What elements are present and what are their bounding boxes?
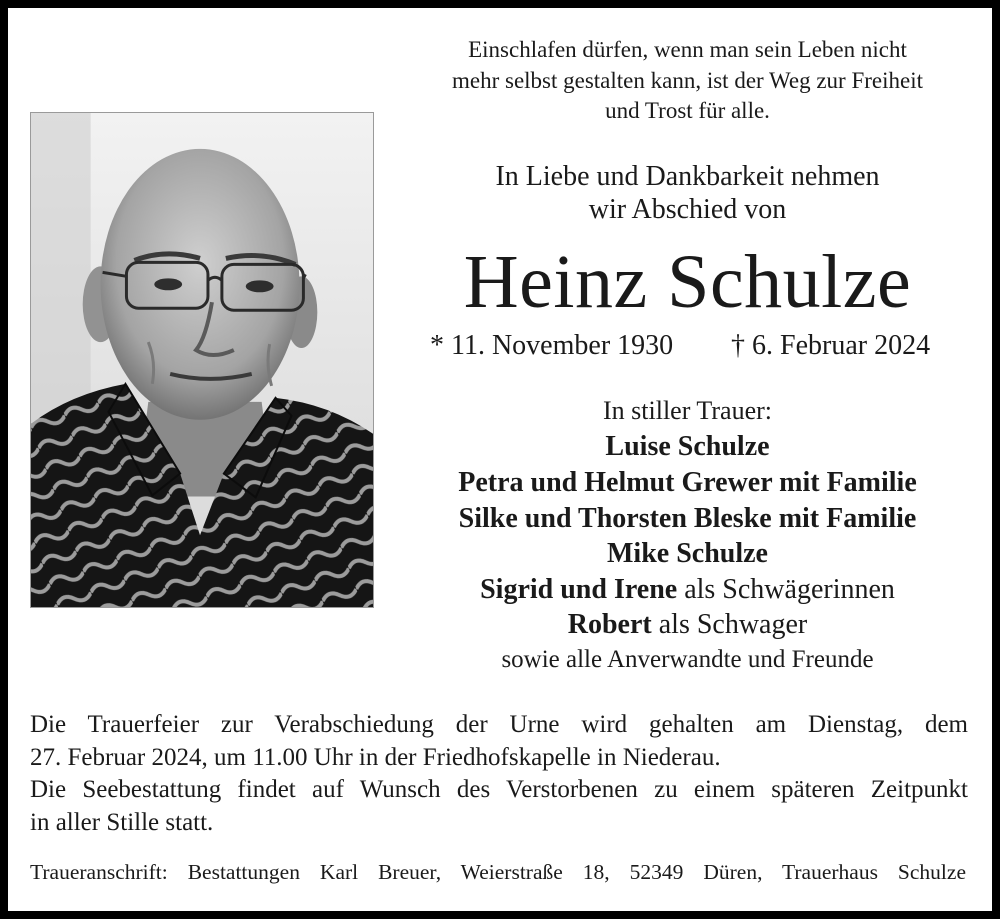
mourner-entry — [395, 505, 980, 533]
mourner-name: Petra und Helmut Grewer mit Familie — [458, 467, 917, 498]
deceased-name: Heinz Schulze — [463, 240, 912, 324]
mourner-entry — [395, 469, 980, 497]
mourner-name: Robert — [567, 609, 652, 640]
mourner-name: Mike Schulze — [607, 538, 768, 569]
mourner-entry — [395, 576, 980, 604]
funeral-info-line: Die Seebestattung findet auf Wunsch des Verstorbenen zu einem späteren Zeitpunkt — [30, 776, 968, 803]
mourner-name: Sigrid und Irene — [480, 574, 678, 605]
mourner-entry — [395, 540, 980, 568]
funeral-info-line: in aller Stille statt. — [30, 809, 214, 836]
birth-date: * 11. November 1930 — [430, 330, 674, 361]
mourner-name: Silke und Thorsten Bleske mit Familie — [458, 503, 917, 534]
mourners-heading: In stiller Trauer: — [603, 396, 772, 425]
quote-line: und Trost für alle. — [605, 98, 770, 123]
mourner-entry — [395, 433, 980, 461]
death-date: † 6. Februar 2024 — [731, 330, 931, 361]
funeral-info-line: Die Trauerfeier zur Verabschiedung der Urne wird gehalten am Dienstag, dem — [30, 711, 968, 738]
portrait-illustration — [31, 113, 373, 607]
funeral-info-line: 27. Februar 2024, um 11.00 Uhr in der Friedhofskapelle in Niederau. — [30, 744, 721, 771]
intro-line: wir Abschied von — [588, 194, 787, 225]
mourners-closing: sowie alle Anverwandte und Freunde — [501, 646, 874, 673]
portrait-photo — [30, 112, 374, 608]
mourner-name: Luise Schulze — [605, 431, 770, 462]
quote-line: Einschlafen dürfen, wenn man sein Leben nicht — [468, 37, 907, 62]
intro-line: In Liebe und Dankbarkeit nehmen — [495, 161, 880, 192]
quote-line: mehr selbst gestalten kann, ist der Weg zur Freiheit — [451, 68, 924, 93]
mourner-relation: als Schwägerinnen — [684, 574, 895, 605]
mourner-entry — [395, 611, 980, 639]
mourning-address: Traueranschrift: Bestattungen Karl Breuer, Weierstraße 18, 52349 Düren, Trauerhaus Schulze — [30, 860, 966, 884]
mourner-relation: als Schwager — [658, 609, 808, 640]
